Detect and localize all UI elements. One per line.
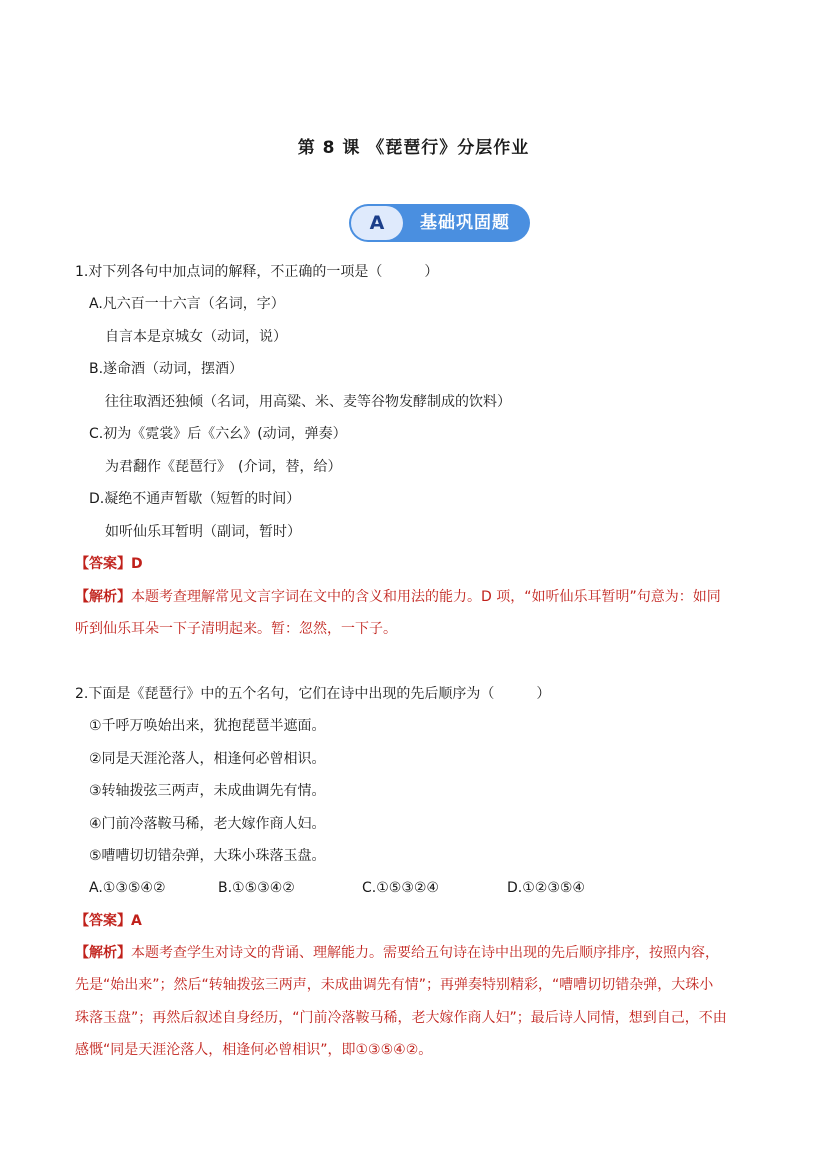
q2-analysis-tag: 【解析】 — [75, 945, 131, 961]
q2-answer-tag: 【答案】 — [75, 913, 131, 929]
q2-analysis-line1 — [75, 943, 719, 963]
q1-analysis-text1: 本题考查理解常见文言字词在文中的含义和用法的能力。D 项，“如听仙乐耳暂明”句意为：如同 — [131, 589, 721, 605]
q2-stem: 2.下面是《琵琶行》中的五个名句，它们在诗中出现的先后顺序为（ ） — [75, 686, 551, 702]
q1-answer — [75, 554, 143, 574]
q1-answer-tag: 【答案】 — [75, 556, 131, 572]
badge-label: 基础巩固题 — [420, 213, 510, 233]
badge-letter: A — [351, 206, 403, 240]
q1-option-b-line1: B.遂命酒（动词，摆酒） — [89, 361, 244, 377]
q2-sentence-4: ④门前冷落鞍马稀，老大嫁作商人妇。 — [89, 816, 326, 832]
q2-sentence-5: ⑤嘈嘈切切错杂弹，大珠小珠落玉盘。 — [89, 848, 326, 864]
page-title: 第 8 课 《琵琶行》分层作业 — [297, 138, 530, 158]
q1-stem: 1.对下列各句中加点词的解释，不正确的一项是（ ） — [75, 264, 439, 280]
q2-option-b: B.①⑤③④② — [218, 880, 295, 896]
q2-analysis-line4: 感慨“同是天涯沦落人，相逢何必曾相识”，即①③⑤④②。 — [75, 1042, 433, 1058]
q2-analysis-text1: 本题考查学生对诗文的背诵、理解能力。需要给五句诗在诗中出现的先后顺序排序，按照内容， — [131, 945, 719, 961]
q1-option-c-line2: 为君翻作《琵琶行》 (介词，替，给） — [105, 459, 342, 475]
q2-answer — [75, 911, 142, 931]
q2-options-row — [0, 878, 827, 898]
q1-analysis-line1 — [75, 587, 721, 607]
section-badge — [349, 204, 530, 242]
q2-answer-value: A — [131, 913, 142, 929]
q2-analysis-line2: 先是“始出来”；然后“转轴拨弦三两声，未成曲调先有情”；再弹奏特别精彩，“嘈嘈切切错杂弹，大珠小 — [75, 977, 714, 993]
q1-option-d-line2: 如听仙乐耳暂明（副词，暂时） — [105, 524, 301, 540]
q1-option-a-line2: 自言本是京城女（动词，说） — [105, 329, 287, 345]
q2-option-c: C.①⑤③②④ — [362, 880, 439, 896]
q1-option-d-line1: D.凝绝不通声暂歇（短暂的时间） — [89, 491, 301, 507]
q2-option-d: D.①②③⑤④ — [507, 880, 585, 896]
q1-analysis-tag: 【解析】 — [75, 589, 131, 605]
q2-option-a: A.①③⑤④② — [89, 880, 166, 896]
q1-option-a-line1: A.凡六百一十六言（名词，字） — [89, 296, 285, 312]
q2-sentence-1: ①千呼万唤始出来，犹抱琵琶半遮面。 — [89, 718, 326, 734]
q2-analysis-line3: 珠落玉盘”；再然后叙述自身经历，“门前冷落鞍马稀，老大嫁作商人妇”；最后诗人同情，想到自己，不由 — [75, 1010, 727, 1026]
q2-sentence-2: ②同是天涯沦落人，相逢何必曾相识。 — [89, 751, 326, 767]
q1-analysis-line2: 听到仙乐耳朵一下子清明起来。暂：忽然，一下子。 — [75, 621, 397, 637]
q1-answer-value: D — [131, 556, 143, 572]
q2-sentence-3: ③转轴拨弦三两声，未成曲调先有情。 — [89, 783, 326, 799]
q1-option-b-line2: 往往取酒还独倾（名词，用高粱、米、麦等谷物发酵制成的饮料） — [105, 394, 511, 410]
q1-option-c-line1: C.初为《霓裳》后《六幺》(动词，弹奏） — [89, 426, 347, 442]
